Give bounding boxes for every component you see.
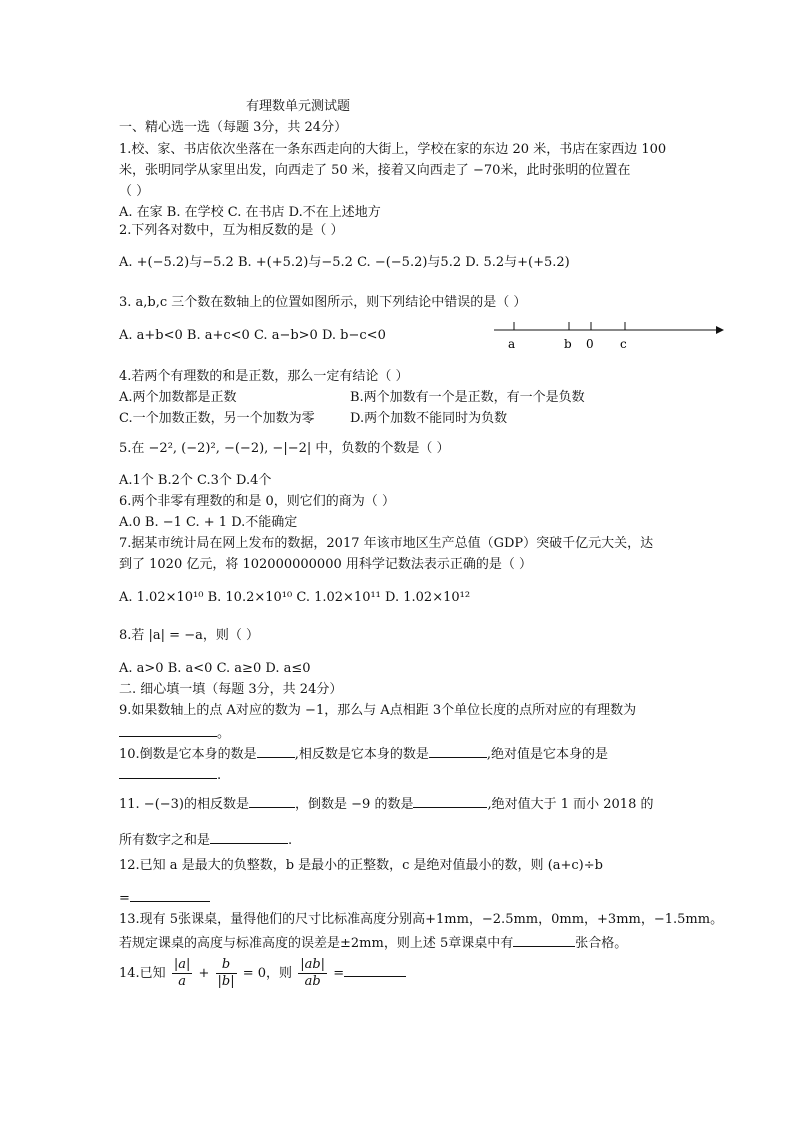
q13-text-1: 若规定课桌的高度与标准高度的误差是±2mm，则上述 5章课桌中有 [119, 936, 514, 951]
q9-line-1: 9.如果数轴上的点 A对应的数为 −1，那么与 A点相距 3个单位长度的点所对应的有理数为 [119, 703, 637, 718]
axis-label-zero: 0 [586, 337, 594, 351]
q12-line-2 [119, 887, 210, 908]
q4-option-d: D.两个加数不能同时为负数 [350, 411, 508, 426]
q10-line-2 [119, 764, 221, 785]
q7-line-2: 到了 1020 亿元，将 102000000000 用科学记数法表示正确的是（ ） [119, 557, 532, 572]
q13-line-2 [119, 932, 627, 953]
q10-blank-1[interactable] [257, 743, 295, 758]
q6-stem: 6.两个非零有理数的和是 0，则它们的商为（ ） [119, 494, 395, 509]
q7-options: A. 1.02×10¹⁰ B. 10.2×10¹⁰ C. 1.02×10¹¹ D. 1.02×10¹² [119, 590, 471, 605]
q14-f3-numerator: |ab| [300, 957, 326, 972]
q10-text-1: 10.倒数是它本身的数是 [119, 747, 257, 762]
q11-text-1: 11. −(−3)的相反数是 [119, 797, 250, 812]
q1-line-3: （ ） [119, 184, 150, 199]
q14-prefix: 14.已知 [119, 966, 166, 981]
q10-text-3: ,绝对值是它本身的是 [486, 747, 608, 762]
q11-text-3: ,绝对值大于 1 而小 2018 的 [487, 797, 654, 812]
q11-end: . [288, 833, 293, 848]
q2-stem: 2.下列各对数中，互为相反数的是（ ） [119, 223, 344, 238]
q11-text-2: ，倒数是 −9 的数是 [295, 797, 414, 812]
q12-answer-blank[interactable] [130, 887, 210, 902]
q14-f3-denominator: ab [304, 974, 321, 989]
q14-fraction-3 [298, 957, 327, 990]
q12-eq: = [119, 891, 130, 906]
q14-line [119, 957, 406, 990]
q4-option-a: A.两个加数都是正数 [119, 390, 237, 405]
q14-plus: + [198, 966, 210, 981]
q14-eq: = [333, 966, 345, 981]
q4-option-b: B.两个加数有一个是正数，有一个是负数 [350, 390, 585, 405]
q8-options: A. a>0 B. a<0 C. a≥0 D. a≤0 [119, 661, 311, 676]
q4-stem: 4.若两个有理数的和是正数，那么一定有结论（ ） [119, 369, 409, 384]
axis-label-a: a [508, 337, 516, 351]
q10-end: . [217, 768, 222, 783]
q14-fraction-2 [216, 957, 237, 990]
q3-stem: 3. a,b,c 三个数在数轴上的位置如图所示，则下列结论中错误的是（ ） [119, 295, 527, 310]
q11-text-4: 所有数字之和是 [119, 833, 211, 848]
q11-blank-1[interactable] [249, 793, 295, 808]
q14-f1-denominator: a [178, 974, 186, 989]
q13-line-1: 13.现有 5张课桌，量得他们的尺寸比标准高度分别高+1mm，−2.5mm，0mm，+3mm，−1.5mm。 [119, 912, 724, 927]
q11-line-1 [119, 793, 653, 814]
q8-stem: 8.若 |a| = −a，则（ ） [119, 628, 259, 643]
q10-text-2: ,相反数是它本身的数是 [294, 747, 429, 762]
section-1-heading: 一、精心选一选（每题 3分，共 24分） [119, 120, 348, 135]
q4-option-c: C.一个加数正数，另一个加数为零 [119, 411, 315, 426]
q11-line-2 [119, 829, 292, 850]
axis-label-c: c [620, 337, 627, 351]
section-2-heading: 二. 细心填一填（每题 3分，共 24分） [119, 682, 343, 697]
q13-text-2: 张合格。 [575, 936, 628, 951]
q14-f2-numerator: b [216, 957, 237, 974]
q6-options: A.0 B. −1 C. + 1 D.不能确定 [119, 515, 298, 530]
q10-blank-2[interactable] [429, 743, 487, 758]
q9-answer-blank[interactable] [119, 722, 217, 737]
q7-line-1: 7.据某市统计局在网上发布的数据，2017 年该市地区生产总值（GDP）突破千亿元大关，达 [119, 536, 654, 551]
q1-line-2: 米，张明同学从家里出发，向西走了 50 米，接着又向西走了 −70米，此时张明的位置在 [119, 163, 631, 178]
q14-mid: = 0，则 [242, 966, 293, 981]
q11-blank-3[interactable] [210, 829, 288, 844]
q10-line-1 [119, 743, 608, 764]
q14-fraction-1 [172, 957, 193, 990]
q9-line-2 [119, 722, 230, 743]
q14-f2-denominator: |b| [217, 974, 235, 989]
q2-options: A. +(−5.2)与−5.2 B. +(+5.2)与−5.2 C. −(−5.2)与5.2 D. 5.2与+(+5.2) [119, 255, 570, 270]
q10-blank-3[interactable] [119, 764, 217, 779]
q12-line-1: 12.已知 a 是最大的负整数，b 是最小的正整数，c 是绝对值最小的数，则 (a+c)÷b [119, 858, 603, 873]
q9-tail: 。 [217, 726, 231, 741]
page-title: 有理数单元测试题 [246, 99, 351, 114]
q14-answer-blank[interactable] [344, 962, 406, 977]
q1-line-1: 1.校、家、书店依次坐落在一条东西走向的大街上，学校在家的东边 20 米，书店在家西边 100 [119, 142, 667, 157]
number-line-figure [494, 318, 724, 358]
q13-answer-blank[interactable] [513, 932, 575, 947]
q5-stem: 5.在 −2², (−2)², −(−2), −|−2| 中，负数的个数是（ ） [119, 441, 450, 456]
q14-f1-numerator: |a| [173, 957, 191, 972]
q11-blank-2[interactable] [413, 793, 487, 808]
q5-options: A.1个 B.2个 C.3个 D.4个 [119, 473, 272, 488]
q1-options: A. 在家 B. 在学校 C. 在书店 D.不在上述地方 [119, 205, 381, 220]
axis-label-b: b [564, 337, 572, 351]
q3-options: A. a+b<0 B. a+c<0 C. a−b>0 D. b−c<0 [119, 328, 386, 343]
